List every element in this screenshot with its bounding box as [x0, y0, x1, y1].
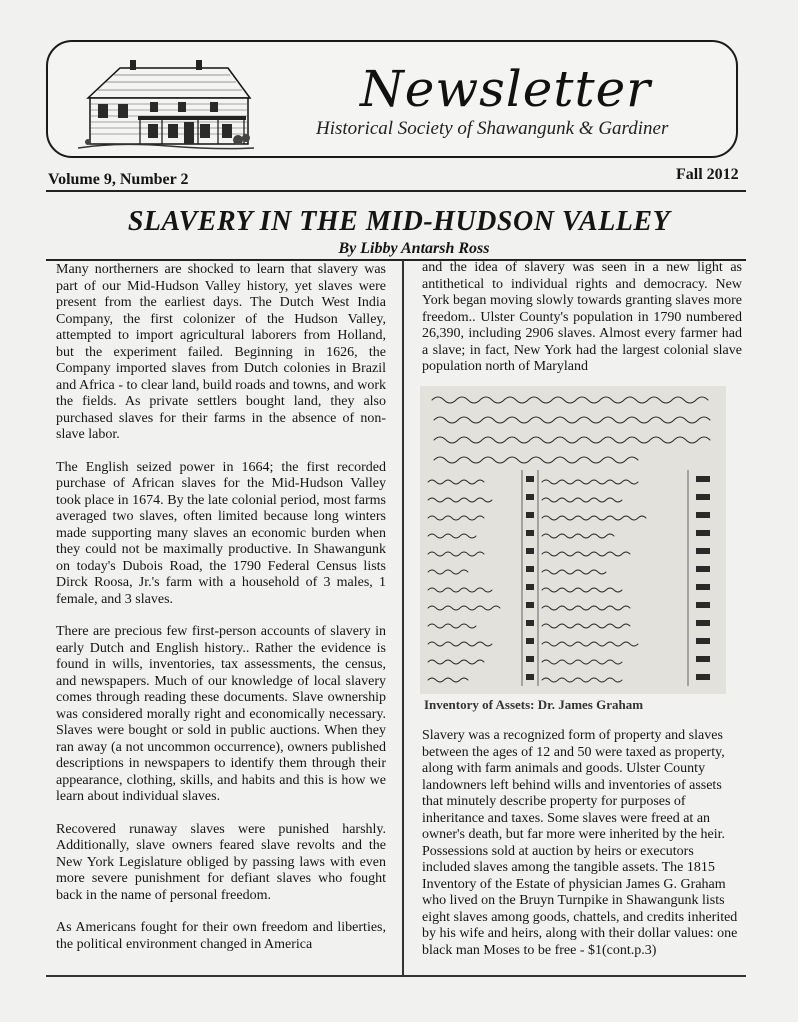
- inventory-document-image: [420, 386, 726, 694]
- left-column: [56, 262, 386, 953]
- masthead-box: [46, 40, 738, 158]
- paragraph: As Americans fought for their own freedom and liberties, the political environment changed in America: [56, 920, 386, 952]
- issue-season: Fall 2012: [676, 166, 739, 183]
- footer-rule: [46, 975, 746, 977]
- column-divider: [402, 260, 404, 976]
- figure-caption: Inventory of Assets: Dr. James Graham: [424, 697, 644, 712]
- handwritten-inventory-scan: [420, 386, 726, 694]
- article-headline: SLAVERY IN THE MID-HUDSON VALLEY: [127, 206, 671, 237]
- paragraph: There are precious few first-person accounts of slavery in early Dutch and English history.. Rather the evidence is found in wills, inventories, tax assessments, the census, and newspapers. Much of our knowledge of local slavery comes through reading these documents. Slave ownership was considered morally right and economically necessary. Slaves were bought or sold in public auctions. When they ran away (a not uncommon occurrence), owners published descriptions in newspapers to identify them through their appearance, clothing, skills, and habits and this is how we learn about individual slaves.: [56, 624, 386, 804]
- paragraph: Many northerners are shocked to learn that slavery was part of our Mid-Hudson Valley history, yet slaves were present from the earliest days. The Dutch West India Company, the first colonizer of the Hudson Valley, attempted to import agricultural laborers from Holland, but the experiment failed. Beginning in 1626, the Company imported slaves from Dutch colonies in Brazil and Africa - to clear land, build roads and towns, and work the fields. As private settlers bought land, they also purchased slaves for their farms in the absence of non-slave labor.: [56, 262, 386, 442]
- article-byline: By Libby Antarsh Ross: [338, 240, 490, 257]
- paragraph: Slavery was a recognized form of property and slaves between the ages of 12 and 50 were taxed as property, along with farm animals and goods. Ulster County landowners left behind wills and inventories of assets that minutely describe property for purposes of inheritance and taxes. Some slaves were freed at an owner's death, but far more were inherited by the heir. Possessions sold at auction by heirs or executors included slaves among the tangible assets. The 1815 Inventory of the Estate of physician James G. Graham who lived on the Bruyn Turnpike in Shawangunk lists eight slaves among goods, chattels, and credits inherited by his wife and heirs, along with their dollar values: one black man Moses to be free - $1(cont.p.3): [422, 728, 738, 958]
- right-column-top: [422, 260, 742, 376]
- farmhouse-illustration: [78, 60, 254, 154]
- paragraph: Recovered runaway slaves were punished harshly. Additionally, slave owners feared slave revolts and the New York Legislature obliged by passing laws with even more severe punishment for defiant slaves who fought back in the name of personal freedom.: [56, 821, 386, 903]
- issue-volume: Volume 9, Number 2: [48, 171, 189, 188]
- paragraph: and the idea of slavery was seen in a new light as antithetical to individual rights and democracy. New York began moving slowly towards granting slaves more freedom.. Ulster County's population in 1790 numbered 26,390, including 2906 slaves. Almost every farmer had a slave; in fact, New York had the largest colonial slave population north of Maryland: [422, 260, 742, 374]
- newsletter-title: Newsletter: [360, 60, 652, 118]
- right-column-bottom: [422, 728, 742, 959]
- society-name: Historical Society of Shawangunk & Gardiner: [316, 118, 669, 139]
- masthead-rule: [46, 190, 746, 192]
- paragraph: The English seized power in 1664; the first recorded purchase of African slaves for the Mid-Hudson Valley took place in 1674. By the late colonial period, most farms averaged two slaves, often limited because long winters made supporting many slaves an economic burden when they could not be maximally productive. In Shawangunk on today's Dubois Road, the 1790 Federal Census lists Dirck Roosa, Jr.'s farm with a household of 3 males, 1 female, and 3 slaves.: [56, 459, 386, 607]
